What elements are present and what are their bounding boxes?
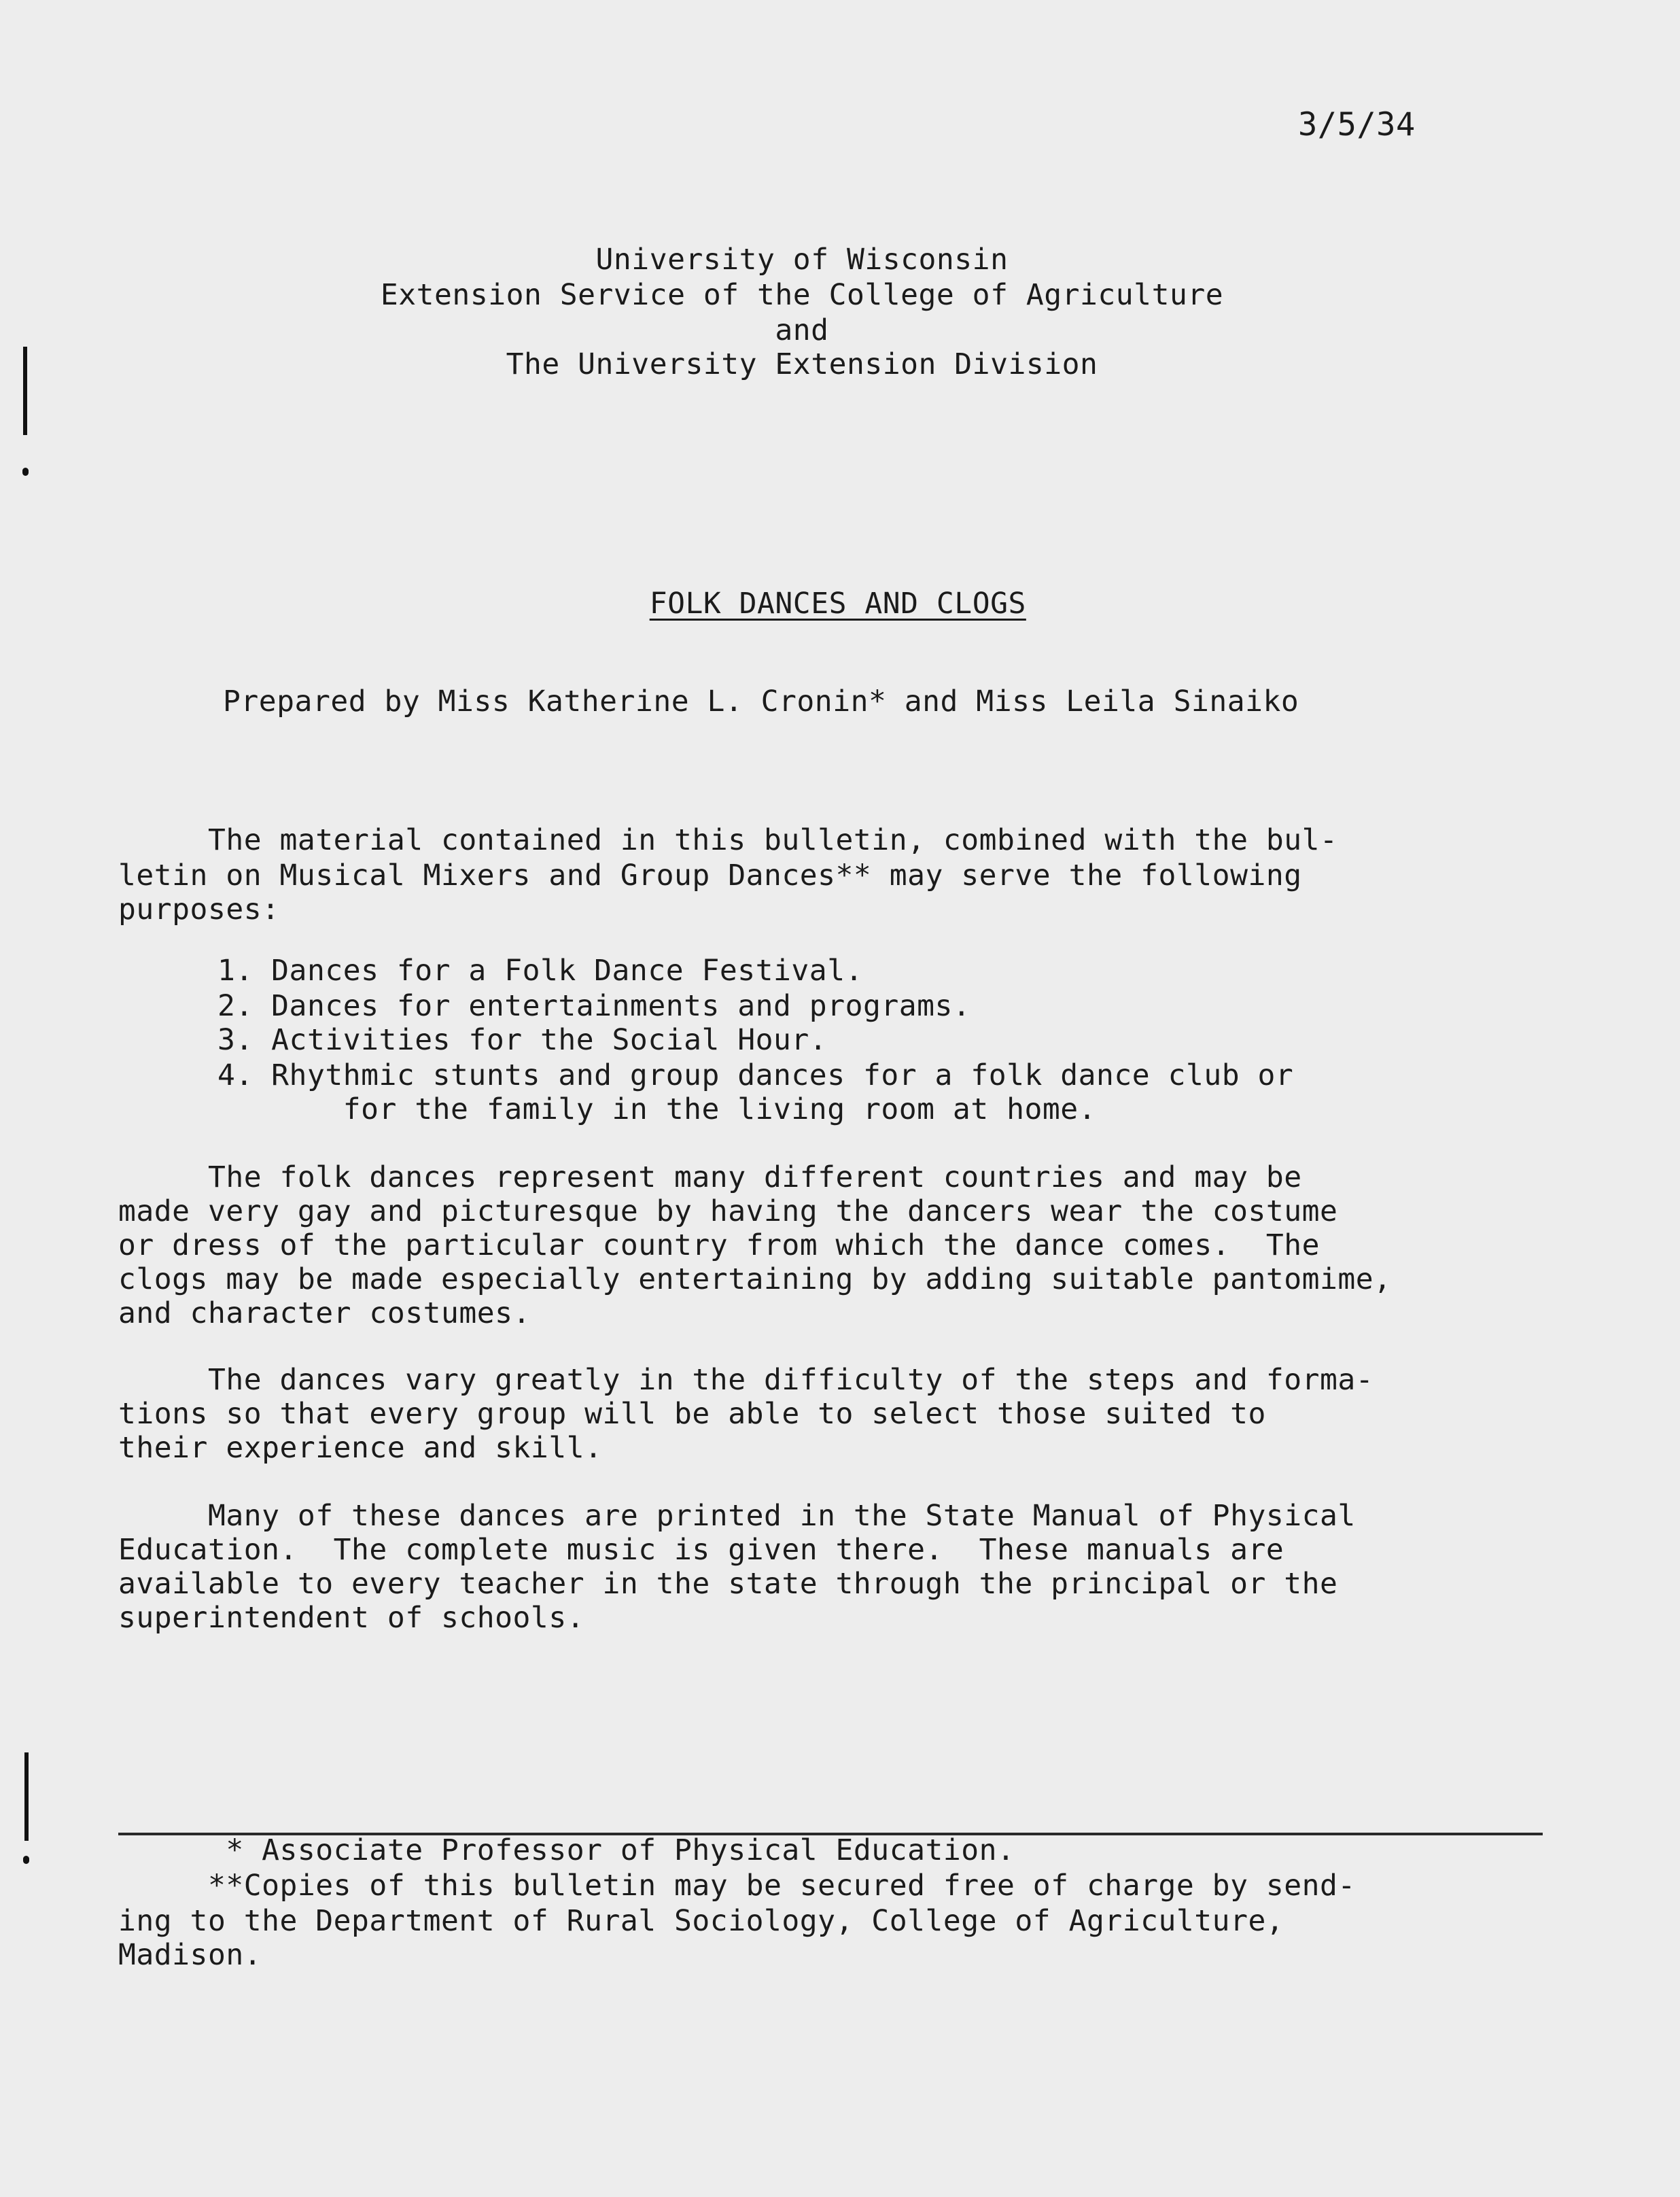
paragraph-4-line-3: available to every teacher in the state through the principal or the: [118, 1567, 1338, 1601]
paragraph-2-line-5: and character costumes.: [118, 1296, 531, 1330]
paragraph-2-line-4: clogs may be made especially entertaining by adding suitable pantomime,: [118, 1262, 1392, 1296]
paragraph-4-line-1: Many of these dances are printed in the State Manual of Physical: [118, 1499, 1356, 1533]
paragraph-4-line-4: superintendent of schools.: [118, 1601, 585, 1635]
document-title-text: FOLK DANCES AND CLOGS: [649, 587, 1026, 621]
document-title: [0, 551, 1604, 657]
intro-line-3: purposes:: [118, 893, 280, 927]
purpose-item-1: 1. Dances for a Folk Dance Festival.: [217, 954, 863, 988]
paragraph-2-line-3: or dress of the particular country from which the dance comes. The: [118, 1228, 1320, 1262]
paragraph-3-line-1: The dances vary greatly in the difficulty of the steps and forma-: [118, 1363, 1374, 1397]
header-line-1: University of Wisconsin: [595, 243, 1009, 277]
margin-mark-top-dot: [22, 468, 29, 476]
header-line-3: and: [775, 313, 829, 347]
margin-mark-bottom-dot: [23, 1856, 29, 1864]
footnote-1: * Associate Professor of Physical Education.: [118, 1833, 1015, 1867]
intro-line-1: The material contained in this bulletin, combined with the bul-: [118, 823, 1338, 857]
prepared-by: Prepared by Miss Katherine L. Cronin* and Miss Leila Sinaiko: [223, 685, 1299, 719]
footnote-2-line-3: Madison.: [118, 1938, 262, 1972]
paragraph-3-line-2: tions so that every group will be able to select those suited to: [118, 1397, 1266, 1431]
document-date: 3/5/34: [1298, 106, 1416, 143]
footnote-2-line-2: ing to the Department of Rural Sociology, College of Agriculture,: [118, 1904, 1284, 1938]
paragraph-3-line-3: their experience and skill.: [118, 1431, 603, 1465]
footnote-2-line-1: **Copies of this bulletin may be secured free of charge by send-: [118, 1869, 1356, 1903]
paragraph-4-line-2: Education. The complete music is given there. These manuals are: [118, 1533, 1284, 1567]
paragraph-2-line-2: made very gay and picturesque by having the dancers wear the costume: [118, 1194, 1338, 1228]
purpose-item-4: 4. Rhythmic stunts and group dances for a folk dance club or: [217, 1058, 1294, 1092]
margin-mark-bottom: [24, 1752, 29, 1841]
header-line-4: The University Extension Division: [506, 347, 1098, 381]
intro-line-2: letin on Musical Mixers and Group Dances** may serve the following: [118, 859, 1302, 893]
header-line-2: Extension Service of the College of Agriculture: [380, 278, 1224, 312]
purpose-item-3: 3. Activities for the Social Hour.: [217, 1023, 828, 1057]
purpose-item-4-cont: for the family in the living room at home.: [217, 1092, 1097, 1126]
paragraph-2-line-1: The folk dances represent many different countries and may be: [118, 1160, 1302, 1194]
purpose-item-2: 2. Dances for entertainments and programs.: [217, 989, 971, 1023]
